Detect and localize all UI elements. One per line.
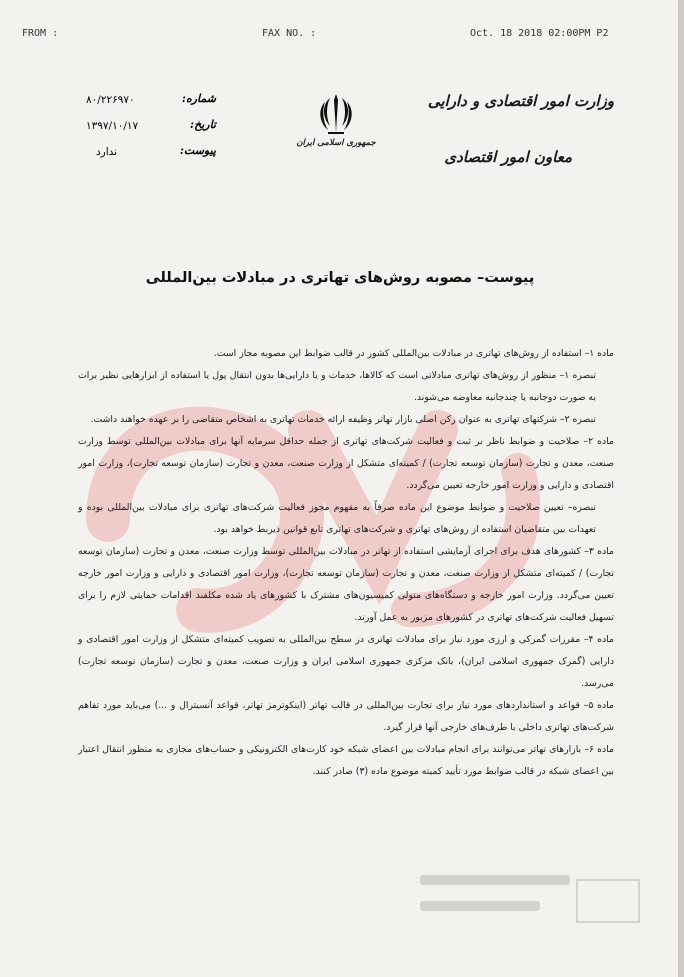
note-2: تبصره ۲– شرکتهای تهاتری به عنوان رکن اصلی بازار تهاتر وظیفه ارائه خدمات تهاتری به اشخاص متقاضی را بر عهده خواهند داشت. [90, 414, 596, 425]
ministry-name: وزارت امور اقتصادی و دارایی [427, 92, 614, 110]
meta-date-row [86, 118, 216, 144]
page-title: پیوست– مصوبه روش‌های تهاتری در مبادلات بین‌المللی [145, 270, 535, 286]
fax-from: FROM : [22, 28, 59, 39]
deputy-name: معاون امور اقتصادی [444, 148, 572, 166]
number-value: ۸۰/۲۲۶۹۷۰ [86, 94, 135, 106]
attachment-label: پیوست: [179, 144, 216, 157]
fax-timestamp: Oct. 18 2018 02:00PM P2 [470, 28, 609, 39]
article-4: ماده ۴– مقررات گمرکی و ارزی مورد نیاز برای مبادلات تهاتری در سطح بین‌المللی به تصویب کمیته‌ای متشکل از وزارت امور اقتصادی و دارایی (گمرک جمهوری اسلامی ایران)، بانک مرکزی جمهوری اسلامی ایران و وزارت صنعت، معدن و تجارت (سازمان توسعه تجارت) می‌رسد. [78, 634, 614, 689]
meta-attachment-row [86, 144, 216, 170]
paper-edge [678, 0, 684, 977]
article-6: ماده ۶– بازارهای تهاتر می‌توانند برای انجام مبادلات بین اعضای شبکه خود کارت‌های الکترونیکی و حساب‌های مجازی به منظور انتقال اعتبار بین اعضای شبکه در قالب ضوابط مورد تأیید کمیته موضوع ماده (۳) صادر کنند. [78, 744, 614, 777]
fax-number: FAX NO. : [262, 28, 317, 39]
article-1: ماده ۱– استفاده از روش‌های تهاتری در مبادلات بین‌المللی کشور در قالب ضوابط این مصوبه مجاز است. [213, 348, 614, 359]
document-body [78, 343, 614, 783]
attachment-value: ندارد [96, 146, 118, 158]
ghost-box [576, 879, 640, 923]
bleed-through-marks [420, 865, 640, 935]
date-label: تاریخ: [190, 118, 216, 131]
number-label: شماره: [181, 92, 216, 105]
emblem-caption: جمهوری اسلامی ایران [296, 138, 376, 148]
emblem [296, 92, 376, 148]
fax-header [0, 0, 684, 48]
date-value: ۱۳۹۷/۱۰/۱۷ [86, 120, 139, 132]
article-5: ماده ۵– قواعد و استانداردهای مورد نیاز برای تجارت بین‌المللی در قالب تهاتر (اینکوترمز تهاتر، قواعد آنسیترال و ...) می‌باید مورد تفاهم شرکت‌های تهاتری داخلی با طرف‌های خارجی آنها قرار گیرد. [78, 700, 614, 733]
meta-number-row [86, 92, 216, 118]
iran-emblem-icon [318, 92, 354, 136]
ghost-line [420, 901, 540, 911]
article-3: ماده ۳– کشورهای هدف برای اجرای آزمایشی استفاده از تهاتر در مبادلات بین‌المللی توسط وزارت صنعت، معدن و تجارت (سازمان توسعه تجارت) / کمیته‌ای متشکل از وزارت صنعت، معدن و تجارت (سازمان توسعه تجارت)، وزارت امور اقتصادی و دارایی و وزارت امور خارجه تعیین می‌گردد. وزارت امور خارجه و دستگاه‌های متولی کمیسیون‌های مشترک با کشورهای یاد شده مکلفند اقدامات حمایتی لازم را برای تسهیل فعالیت شرکت‌های تهاتری در کشورهای مزبور به عمل آورند. [78, 546, 614, 623]
article-2: ماده ۲– صلاحیت و ضوابط ناظر بر ثبت و فعالیت شرکت‌های تهاتری از جمله حداقل سرمایه آنها برای مبادلات بین‌المللی توسط وزارت صنعت، معدن و تجارت (سازمان توسعه تجارت) / کمیته‌ای متشکل از وزارت صنعت، معدن و تجارت (سازمان توسعه تجارت)، وزارت امور اقتصادی و دارایی و وزارت امور خارجه تعیین می‌گردد. [78, 436, 615, 491]
note-1: تبصره ۱– منظور از روش‌های تهاتری مبادلاتی است که کالاها، خدمات و یا دارایی‌ها بدون انتقال پول یا استفاده از ابزارهایی نظیر برات به صورت دوجانبه یا چندجانبه معاوضه می‌شوند. [78, 370, 596, 403]
letter-meta [86, 92, 216, 170]
ghost-line [420, 875, 570, 885]
note-article-2: تبصره– تعیین صلاحیت و ضوابط موضوع این ماده صرفاً به مفهوم مجوز فعالیت شرکت‌های تهاتری برای مبادلات بین‌المللی بوده و تعهدات بین متقاضیان استفاده از روش‌های تهاتری و شرکت‌های تهاتری تابع قوانین ذیربط خواهد بود. [78, 502, 596, 535]
